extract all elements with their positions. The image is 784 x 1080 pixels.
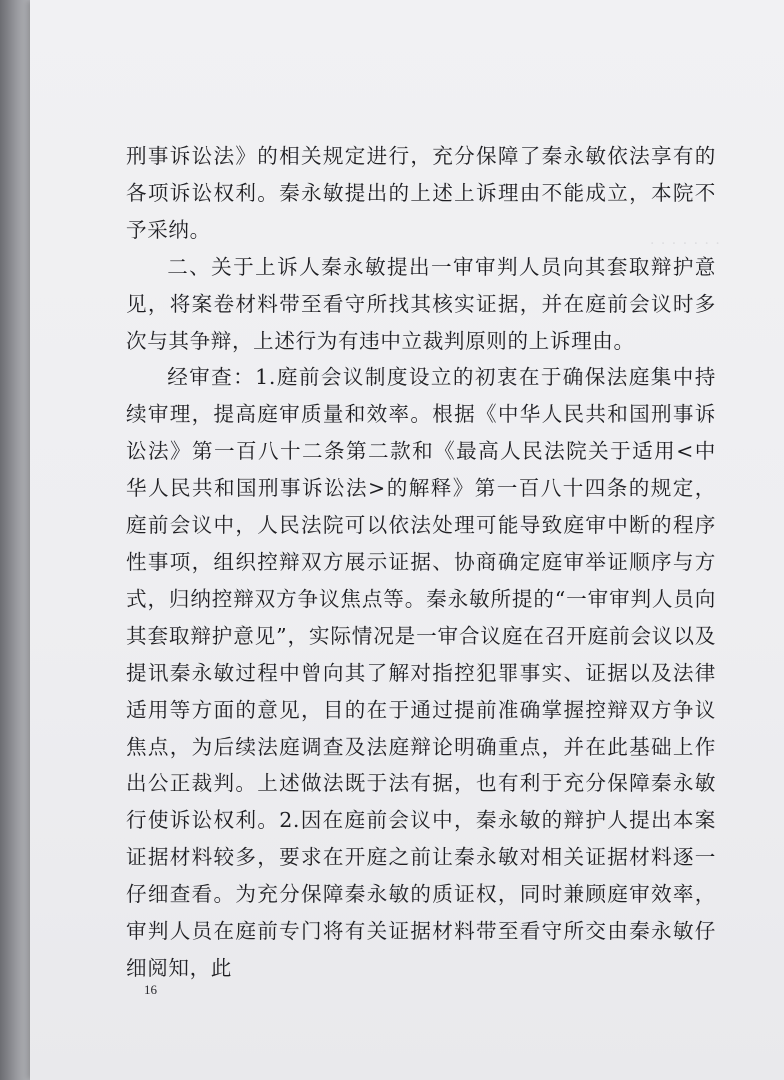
page-number: 16 — [144, 982, 157, 997]
bleed-through: · · · · · · · — [650, 236, 721, 252]
document-page — [30, 0, 784, 1080]
paragraph-review: 经审查：1.庭前会议制度设立的初衷在于确保法庭集中持续审理，提高庭审质量和效率。根据《中华人民共和国刑事诉讼法》第一百八十二条第二款和《最高人民法院关于适用<中华人民共和国刑事诉讼法>的解释》第一百八十四条的规定，庭前会议中，人民法院可以依法处理可能导致庭审中断的程序性事项，组织控辩双方展示证据、协商确定庭审举证顺序与方式，归纳控辩双方争议焦点等。秦永敏所提的“一审审判人员向其套取辩护意见”，实际情况是一审合议庭在召开庭前会议以及提讯秦永敏过程中曾向其了解对指控犯罪事实、证据以及法律适用等方面的意见，目的在于通过提前准确掌握控辩双方争议焦点，为后续法庭调查及法庭辩论明确重点，并在此基础上作出公正裁判。上述做法既于法有据，也有利于充分保障秦永敏行使诉讼权利。2.因在庭前会议中，秦永敏的辩护人提出本案证据材料较多，要求在开庭之前让秦永敏对相关证据材料逐一仔细查看。为充分保障秦永敏的质证权，同时兼顾庭审效率，审判人员在庭前专门将有关证据材料带至看守所交由秦永敏仔细阅知，此 — [126, 365, 716, 980]
paragraph-appeal-reason: 二、关于上诉人秦永敏提出一审审判人员向其套取辩护意见，将案卷材料带至看守所找其核实证据，并在庭前会议时多次与其争辩，上述行为有违中立裁判原则的上诉理由。 — [126, 254, 716, 353]
document-body — [126, 138, 716, 987]
paragraph-continued: 刑事诉讼法》的相关规定进行，充分保障了秦永敏依法享有的各项诉讼权利。秦永敏提出的上述上诉理由不能成立，本院不予采纳。 — [126, 144, 716, 242]
